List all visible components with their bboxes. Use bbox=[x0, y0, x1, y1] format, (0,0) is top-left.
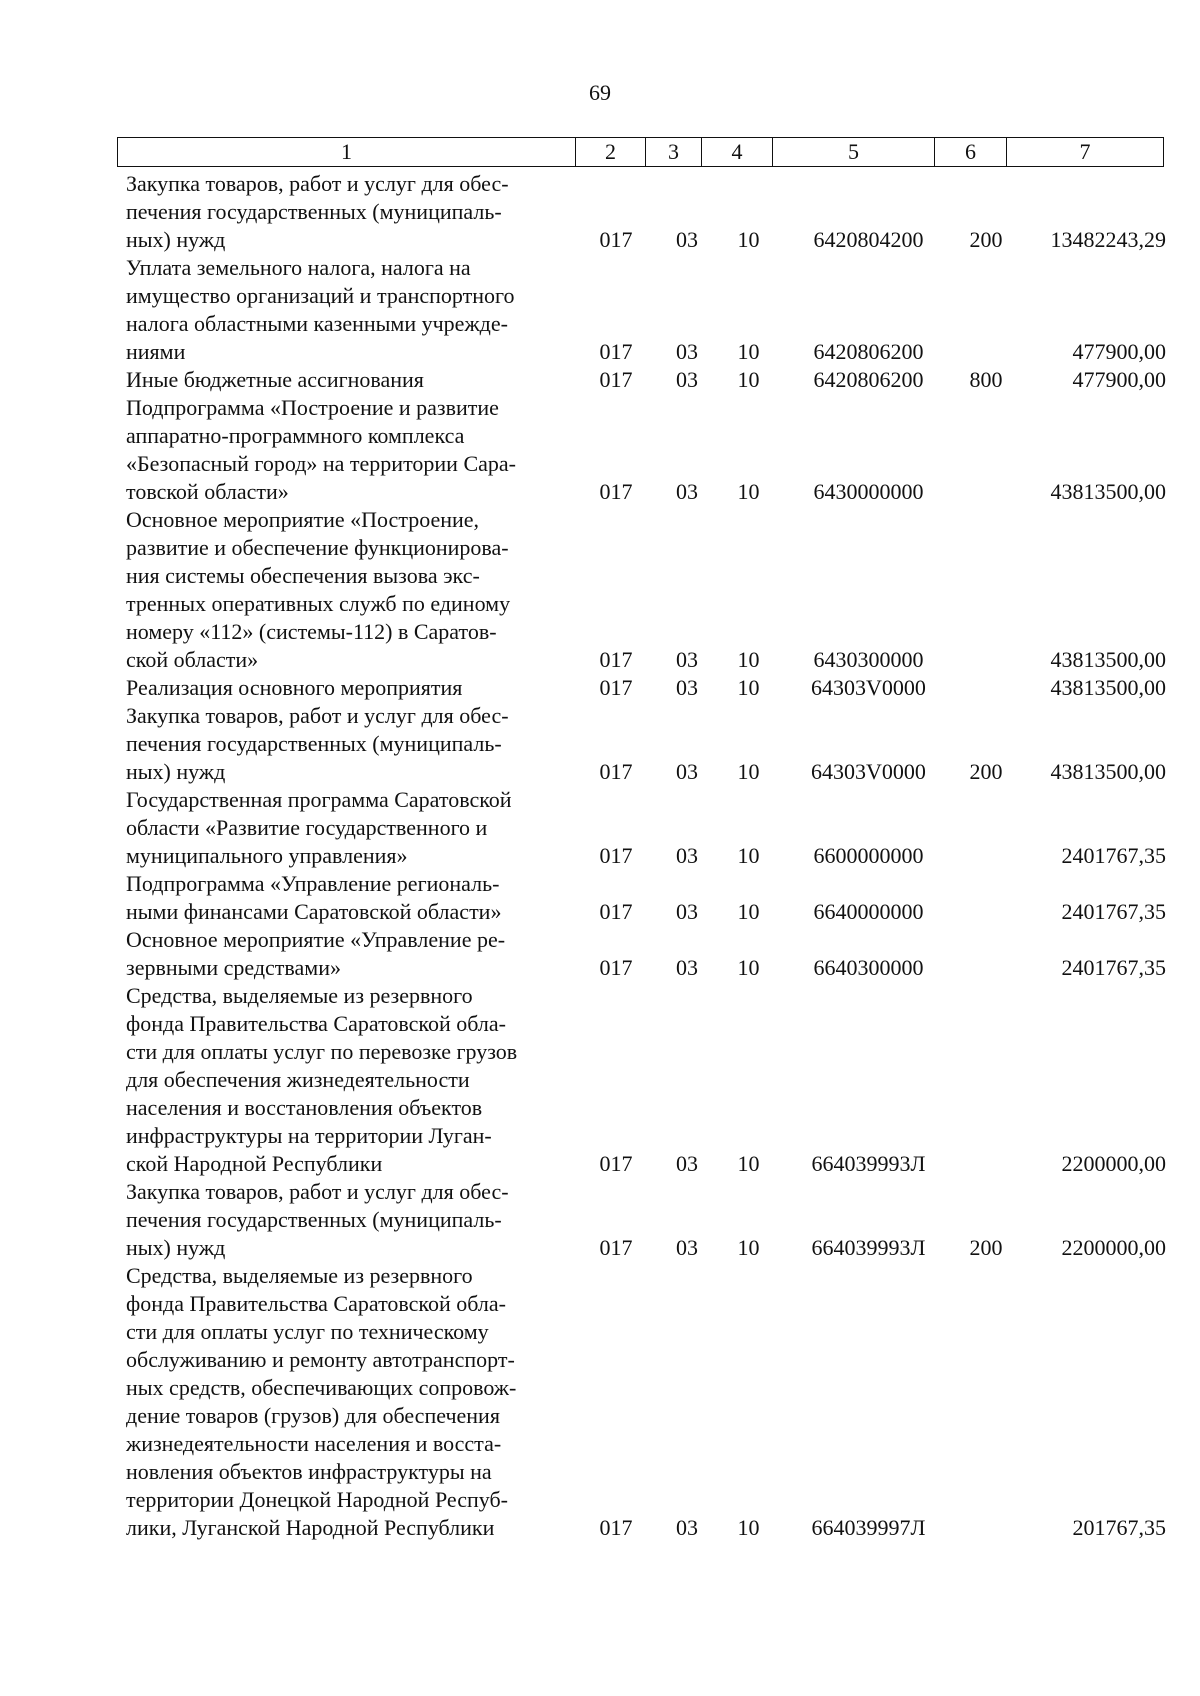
description-line: лики, Луганской Народной Республики bbox=[126, 1515, 495, 1540]
description-line: ниями bbox=[126, 339, 186, 364]
table-row bbox=[126, 702, 1166, 786]
row-description bbox=[126, 1262, 570, 1542]
col-expense-type: 200 bbox=[969, 1235, 1003, 1260]
col-ministry: 017 bbox=[599, 1515, 633, 1540]
col-target-article: 6420806200 bbox=[813, 367, 924, 392]
description-line: Реализация основного мероприятия bbox=[126, 675, 463, 700]
row-description bbox=[126, 982, 570, 1178]
header-col-6: 6 bbox=[935, 138, 1007, 166]
header-col-3: 3 bbox=[646, 138, 702, 166]
col-ministry: 017 bbox=[599, 1151, 633, 1176]
description-line: обслуживанию и ремонту автотранспорт- bbox=[126, 1347, 515, 1372]
col-subsection: 10 bbox=[737, 843, 760, 868]
col-section: 03 bbox=[676, 339, 698, 364]
col-subsection: 10 bbox=[737, 759, 760, 784]
description-line: аппаратно-программного комплекса bbox=[126, 423, 465, 448]
row-description bbox=[126, 1178, 570, 1262]
col-target-article: 6640300000 bbox=[813, 955, 924, 980]
col-section: 03 bbox=[676, 843, 698, 868]
description-line: дение товаров (грузов) для обеспечения bbox=[126, 1403, 500, 1428]
col-ministry: 017 bbox=[599, 675, 633, 700]
description-line: Закупка товаров, работ и услуг для обес- bbox=[126, 703, 509, 728]
col-section: 03 bbox=[676, 367, 698, 392]
table-row bbox=[126, 394, 1166, 506]
col-subsection: 10 bbox=[737, 647, 760, 672]
col-ministry: 017 bbox=[599, 227, 633, 252]
col-amount: 2401767,35 bbox=[1061, 899, 1166, 924]
col-section: 03 bbox=[676, 1235, 698, 1260]
col-subsection: 10 bbox=[737, 675, 760, 700]
table-row bbox=[126, 674, 1166, 702]
col-subsection: 10 bbox=[737, 227, 760, 252]
col-target-article: 6430300000 bbox=[813, 647, 924, 672]
col-subsection: 10 bbox=[737, 339, 760, 364]
description-line: ской Народной Республики bbox=[126, 1151, 383, 1176]
table-row bbox=[126, 870, 1166, 926]
col-target-article: 64303V0000 bbox=[811, 759, 926, 784]
col-amount: 2401767,35 bbox=[1061, 843, 1166, 868]
row-description bbox=[126, 786, 570, 870]
description-line: Подпрограмма «Построение и развитие bbox=[126, 395, 499, 420]
col-section: 03 bbox=[676, 227, 698, 252]
col-amount: 13482243,29 bbox=[1050, 227, 1166, 252]
description-line: Средства, выделяемые из резервного bbox=[126, 1263, 473, 1288]
col-target-article: 6640000000 bbox=[813, 899, 924, 924]
table-header bbox=[117, 137, 1164, 167]
description-line: тренных оперативных служб по единому bbox=[126, 591, 511, 616]
col-section: 03 bbox=[676, 647, 698, 672]
col-subsection: 10 bbox=[737, 955, 760, 980]
col-subsection: 10 bbox=[737, 1151, 760, 1176]
description-line: Основное мероприятие «Управление ре- bbox=[126, 927, 506, 952]
description-line: Закупка товаров, работ и услуг для обес- bbox=[126, 1179, 509, 1204]
description-line: Основное мероприятие «Построение, bbox=[126, 507, 480, 532]
col-amount: 477900,00 bbox=[1072, 339, 1166, 364]
description-line: печения государственных (муниципаль- bbox=[126, 731, 502, 756]
col-ministry: 017 bbox=[599, 955, 633, 980]
col-section: 03 bbox=[676, 1151, 698, 1176]
header-col-1: 1 bbox=[118, 138, 576, 166]
col-ministry: 017 bbox=[599, 647, 633, 672]
description-line: территории Донецкой Народной Респуб- bbox=[126, 1487, 508, 1512]
col-section: 03 bbox=[676, 479, 698, 504]
description-line: области «Развитие государственного и bbox=[126, 815, 488, 840]
col-subsection: 10 bbox=[737, 899, 760, 924]
description-line: ской области» bbox=[126, 647, 259, 672]
table-row bbox=[126, 786, 1166, 870]
description-line: зервными средствами» bbox=[126, 955, 341, 980]
row-description bbox=[126, 926, 570, 982]
col-expense-type: 200 bbox=[969, 759, 1003, 784]
row-description bbox=[126, 506, 570, 674]
page-number: 69 bbox=[589, 80, 611, 105]
description-line: фонда Правительства Саратовской обла- bbox=[126, 1291, 506, 1316]
col-amount: 43813500,00 bbox=[1050, 647, 1166, 672]
col-subsection: 10 bbox=[737, 479, 760, 504]
col-target-article: 664039997Л bbox=[811, 1515, 926, 1540]
description-line: «Безопасный город» на территории Сара- bbox=[126, 451, 516, 476]
col-amount: 2200000,00 bbox=[1061, 1151, 1166, 1176]
description-line: Государственная программа Саратовской bbox=[126, 787, 512, 812]
description-line: сти для оплаты услуг по перевозке грузов bbox=[126, 1039, 518, 1064]
col-target-article: 6430000000 bbox=[813, 479, 924, 504]
description-line: инфраструктуры на территории Луган- bbox=[126, 1123, 492, 1148]
description-line: Закупка товаров, работ и услуг для обес- bbox=[126, 171, 509, 196]
description-line: развитие и обеспечение функционирова- bbox=[126, 535, 509, 560]
table-body bbox=[126, 170, 1166, 1542]
table-row bbox=[126, 1178, 1166, 1262]
col-amount: 43813500,00 bbox=[1050, 759, 1166, 784]
col-section: 03 bbox=[676, 955, 698, 980]
header-col-7: 7 bbox=[1079, 139, 1091, 164]
description-line: для обеспечения жизнедеятельности bbox=[126, 1067, 470, 1092]
col-target-article: 6420804200 bbox=[813, 227, 924, 252]
header-col-2: 2 bbox=[576, 138, 646, 166]
col-expense-type: 200 bbox=[969, 227, 1003, 252]
col-amount: 2401767,35 bbox=[1061, 955, 1166, 980]
table-row bbox=[126, 254, 1166, 366]
description-line: населения и восстановления объектов bbox=[126, 1095, 483, 1120]
row-description bbox=[126, 366, 570, 394]
description-line: Иные бюджетные ассигнования bbox=[126, 367, 424, 392]
row-description bbox=[126, 254, 570, 366]
description-line: ных) нужд bbox=[126, 759, 226, 784]
description-line: ния системы обеспечения вызова экс- bbox=[126, 563, 480, 588]
col-expense-type: 800 bbox=[969, 367, 1003, 392]
description-line: ных) нужд bbox=[126, 1235, 226, 1260]
col-ministry: 017 bbox=[599, 899, 633, 924]
description-line: печения государственных (муниципаль- bbox=[126, 199, 502, 224]
col-section: 03 bbox=[676, 899, 698, 924]
col-target-article: 6600000000 bbox=[813, 843, 924, 868]
description-line: ных средств, обеспечивающих сопровож- bbox=[126, 1375, 517, 1400]
col-subsection: 10 bbox=[737, 367, 760, 392]
col-section: 03 bbox=[676, 675, 698, 700]
col-subsection: 10 bbox=[737, 1515, 760, 1540]
col-ministry: 017 bbox=[599, 1235, 633, 1260]
description-line: Уплата земельного налога, налога на bbox=[126, 255, 471, 280]
description-line: сти для оплаты услуг по техническому bbox=[126, 1319, 489, 1344]
col-target-article: 664039993Л bbox=[811, 1151, 926, 1176]
col-amount: 43813500,00 bbox=[1050, 479, 1166, 504]
col-amount: 43813500,00 bbox=[1050, 675, 1166, 700]
row-description bbox=[126, 170, 570, 254]
description-line: номеру «112» (системы-112) в Саратов- bbox=[126, 619, 497, 644]
description-line: печения государственных (муниципаль- bbox=[126, 1207, 502, 1232]
col-subsection: 10 bbox=[737, 1235, 760, 1260]
description-line: имущество организаций и транспортного bbox=[126, 283, 515, 308]
header-col-4: 4 bbox=[702, 138, 773, 166]
row-description bbox=[126, 702, 570, 786]
row-description bbox=[126, 394, 570, 506]
col-section: 03 bbox=[676, 1515, 698, 1540]
description-line: Средства, выделяемые из резервного bbox=[126, 983, 473, 1008]
col-target-article: 664039993Л bbox=[811, 1235, 926, 1260]
description-line: Подпрограмма «Управление региональ- bbox=[126, 871, 500, 896]
col-target-article: 6420806200 bbox=[813, 339, 924, 364]
description-line: жизнедеятельности населения и восста- bbox=[126, 1431, 502, 1456]
description-line: товской области» bbox=[126, 479, 289, 504]
col-section: 03 bbox=[676, 759, 698, 784]
col-amount: 201767,35 bbox=[1072, 1515, 1166, 1540]
description-line: налога областными казенными учрежде- bbox=[126, 311, 508, 336]
col-amount: 477900,00 bbox=[1072, 367, 1166, 392]
row-description bbox=[126, 870, 570, 926]
col-ministry: 017 bbox=[599, 367, 633, 392]
col-ministry: 017 bbox=[599, 339, 633, 364]
col-target-article: 64303V0000 bbox=[811, 675, 926, 700]
description-line: ных) нужд bbox=[126, 227, 226, 252]
description-line: фонда Правительства Саратовской обла- bbox=[126, 1011, 506, 1036]
table-row bbox=[126, 506, 1166, 674]
row-description bbox=[126, 674, 570, 702]
col-ministry: 017 bbox=[599, 843, 633, 868]
col-ministry: 017 bbox=[599, 479, 633, 504]
col-ministry: 017 bbox=[599, 759, 633, 784]
table-row bbox=[126, 926, 1166, 982]
table-row bbox=[126, 170, 1166, 254]
header-col-5: 5 bbox=[773, 138, 935, 166]
col-amount: 2200000,00 bbox=[1061, 1235, 1166, 1260]
table-row bbox=[126, 982, 1166, 1178]
description-line: ными финансами Саратовской области» bbox=[126, 899, 502, 924]
description-line: муниципального управления» bbox=[126, 843, 408, 868]
description-line: новления объектов инфраструктуры на bbox=[126, 1459, 492, 1484]
table-row bbox=[126, 366, 1166, 394]
table-row bbox=[126, 1262, 1166, 1542]
